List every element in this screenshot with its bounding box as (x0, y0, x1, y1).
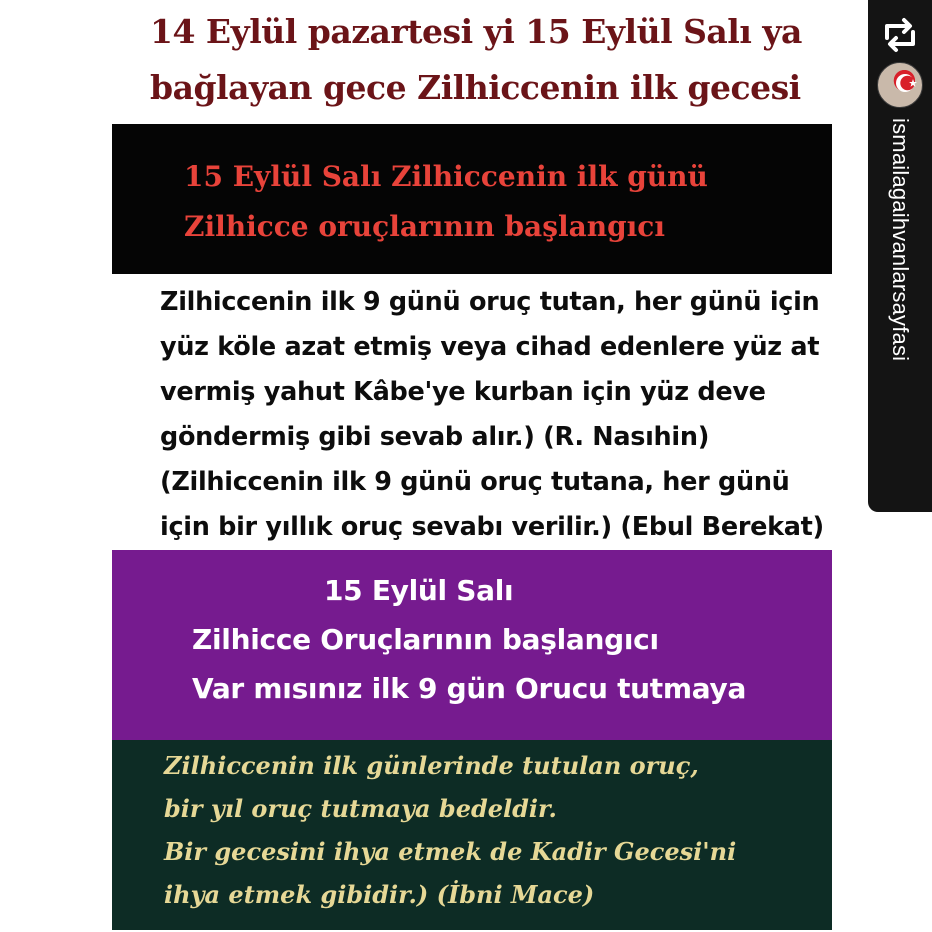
hadith-line: Zilhiccenin ilk 9 günü oruç tutan, her günü için (160, 287, 820, 317)
post-title (150, 4, 840, 116)
green-banner (112, 740, 832, 930)
purple-banner-line-3: Var mısınız ilk 9 gün Orucu tutmaya (192, 672, 747, 705)
black-banner-line-2: Zilhicce oruçlarının başlangıcı (184, 210, 665, 243)
title-line-1: 14 Eylül pazartesi yi 15 Eylül Salı ya (150, 12, 802, 51)
black-banner (112, 124, 832, 274)
green-banner-line: bir yıl oruç tutmaya bedeldir. (164, 794, 557, 823)
black-banner-line-1: 15 Eylül Salı Zilhiccenin ilk günü (184, 160, 708, 193)
hadith-line: için bir yıllık oruç sevabı verilir.) (Ebul Berekat) (160, 512, 824, 542)
hadith-line: vermiş yahut Kâbe'ye kurban için yüz deve (160, 377, 766, 407)
title-line-2: bağlayan gece Zilhiccenin ilk gecesi (150, 68, 801, 107)
hadith-line: yüz köle azat etmiş veya cihad edenlere yüz at (160, 332, 820, 362)
hadith-text-block (112, 274, 832, 550)
green-banner-line: ihya etmek gibidir.) (İbni Mace) (164, 880, 595, 909)
hadith-line: göndermiş gibi sevab alır.) (R. Nasıhin) (160, 422, 710, 452)
purple-banner-line-2: Zilhicce Oruçlarının başlangıcı (192, 623, 659, 656)
green-banner-line: Zilhiccenin ilk günlerinde tutulan oruç, (164, 751, 699, 780)
green-banner-line: Bir gecesini ihya etmek de Kadir Gecesi'ni (164, 837, 737, 866)
repost-username[interactable]: ismailagaihvanlarsayfasi (888, 118, 913, 362)
purple-banner (112, 550, 832, 740)
repost-icon[interactable] (879, 14, 921, 56)
hadith-line: (Zilhiccenin ilk 9 günü oruç tutana, her günü (160, 467, 790, 497)
turkish-flag-avatar[interactable] (877, 62, 923, 108)
purple-banner-line-1: 15 Eylül Salı (324, 574, 514, 607)
crescent-star-icon (878, 63, 923, 108)
